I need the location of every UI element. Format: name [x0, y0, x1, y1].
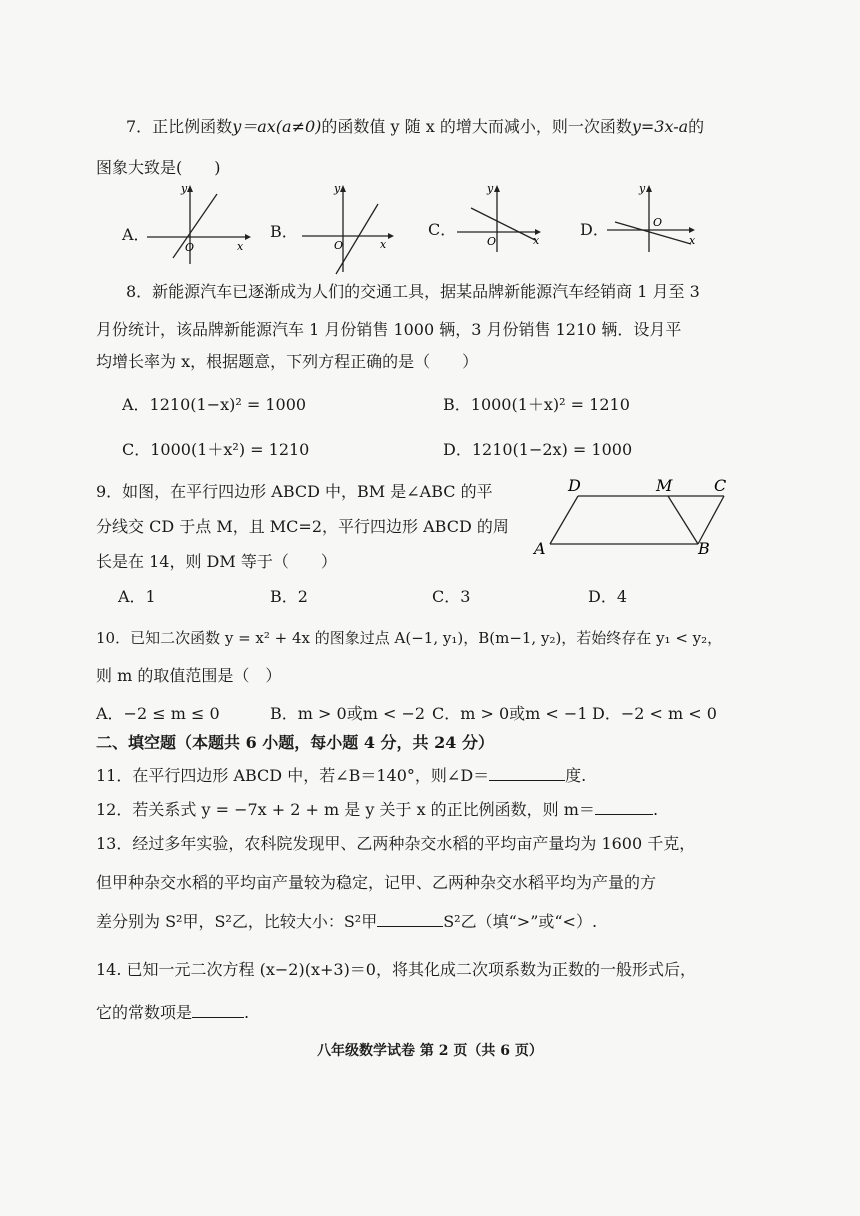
q9-parallelogram-figure [528, 474, 738, 560]
q7c-origin-label: O [487, 235, 497, 248]
q9-label-c: C [714, 476, 727, 495]
q14-line1: 14. 已知一元二次方程 (x−2)(x+3)＝0，将其化成二次项系数为正数的一般形式后， [96, 960, 696, 979]
q9-label-m: M [656, 476, 673, 495]
q9-option-d: D．4 [588, 587, 628, 606]
q11-prefix: 11．在平行四边形 ABCD 中，若∠B＝140°，则∠D＝ [96, 766, 490, 785]
q7-graph-b [300, 182, 400, 277]
q10-option-b: B．m > 0或m < −2 [270, 704, 426, 723]
q9-option-c: C．3 [432, 587, 471, 606]
q7-option-c: C． [428, 220, 457, 239]
q12-prefix: 12．若关系式 y = −7x + 2 + m 是 y 关于 x 的正比例函数，则 m＝ [96, 800, 595, 819]
q14-line2 [96, 1003, 249, 1023]
q9-option-b: B．2 [270, 587, 308, 606]
q9-label-b: B [698, 539, 710, 558]
q7b-x-label: x [380, 238, 387, 251]
q7c-x-label: x [533, 234, 540, 247]
q9-label-a: A [534, 539, 546, 558]
q11-suffix: 度. [565, 766, 587, 785]
q7-func: y＝ax(a≠0) [232, 117, 322, 136]
q7b-origin-label: O [334, 239, 344, 252]
q8-option-c: C．1000(1＋x²) = 1210 [122, 440, 310, 459]
q11-line [96, 766, 586, 786]
q9-label-d: D [568, 476, 581, 495]
q8-line3: 均增长率为 x，根据题意，下列方程正确的是（ ） [96, 352, 479, 371]
q8-line2: 月份统计，该品牌新能源汽车 1 月份销售 1000 辆，3 月份销售 1210 辆．设月平 [96, 320, 682, 339]
q13-prefix: 差分别为 S²甲，S²乙，比较大小：S²甲 [96, 912, 378, 931]
q9-line2: 分线交 CD 于点 M，且 MC=2，平行四边形 ABCD 的周 [96, 517, 509, 536]
q7d-origin-label: O [653, 216, 663, 229]
section2-title: 二、填空题（本题共 6 小题，每小题 4 分，共 24 分） [96, 733, 494, 752]
q7-option-d: D． [580, 220, 609, 239]
q7a-x-label: x [237, 240, 244, 253]
q7-option-a: A． [122, 225, 150, 244]
q10-option-d: D．−2 < m < 0 [592, 704, 717, 723]
q7-mid: 的函数值 y 随 x 的增大而减小，则一次函数 [321, 117, 632, 136]
q7-prefix: 7．正比例函数 [126, 117, 233, 136]
q13-line3 [96, 912, 597, 932]
q13-line1: 13．经过多年实验，农科院发现甲、乙两种杂交水稻的平均亩产量均为 1600 千克， [96, 834, 696, 853]
q11-answer-blank[interactable] [489, 766, 565, 781]
q13-answer-blank[interactable] [377, 912, 443, 927]
q7-line2: 图象大致是( ) [96, 158, 221, 177]
q9-line1: 9．如图，在平行四边形 ABCD 中，BM 是∠ABC 的平 [96, 482, 493, 501]
q7-suffix: 的 [688, 117, 705, 136]
q14-suffix: . [244, 1003, 250, 1022]
q12-suffix: . [652, 800, 659, 819]
q8-line1: 8．新能源汽车已逐渐成为人们的交通工具，据某品牌新能源汽车经销商 1 月至 3 [126, 282, 700, 301]
q13-line2: 但甲种杂交水稻的平均亩产量较为稳定，记甲、乙两种杂交水稻平均为产量的方 [96, 873, 657, 892]
q7c-y-label: y [487, 182, 494, 195]
q7-func2: y=3x-a [631, 117, 689, 136]
page-footer: 八年级数学试卷 第 2 页（共 6 页） [317, 1043, 543, 1059]
q12-answer-blank[interactable] [595, 800, 653, 815]
q7-option-b: B． [270, 222, 298, 241]
q9-option-a: A．1 [118, 587, 156, 606]
q12-line [96, 800, 658, 820]
q10-line1: 10．已知二次函数 y = x² + 4x 的图象过点 A(−1, y₁)，B(m−1, y₂)，若始终存在 y₁ < y₂， [96, 629, 723, 647]
q7-line1 [126, 117, 704, 137]
q10-line2: 则 m 的取值范围是（ ） [96, 666, 282, 685]
q7a-origin-label: O [185, 241, 195, 254]
q7-graph-a [145, 182, 255, 267]
q7-graph-d [605, 180, 705, 260]
q8-option-d: D．1210(1−2x) = 1000 [443, 440, 633, 459]
q7-graph-c [455, 180, 550, 260]
q14-prefix: 它的常数项是 [96, 1003, 193, 1022]
q13-mid: S²乙 [443, 912, 477, 931]
q10-option-a: A．−2 ≤ m ≤ 0 [96, 704, 220, 723]
q14-answer-blank[interactable] [192, 1003, 244, 1018]
q9-line3: 长是在 14，则 DM 等于（ ） [96, 552, 337, 571]
q13-suffix: （填“>”或“<）. [476, 912, 598, 931]
q10-option-c: C．m > 0或m < −1 [432, 704, 588, 723]
q7b-y-label: y [334, 182, 341, 195]
q8-option-a: A．1210(1−x)² = 1000 [122, 395, 307, 414]
q7d-y-label: y [639, 182, 646, 195]
q7d-x-label: x [689, 234, 696, 247]
q7a-y-label: y [181, 182, 188, 195]
q8-option-b: B．1000(1＋x)² = 1210 [443, 395, 630, 414]
